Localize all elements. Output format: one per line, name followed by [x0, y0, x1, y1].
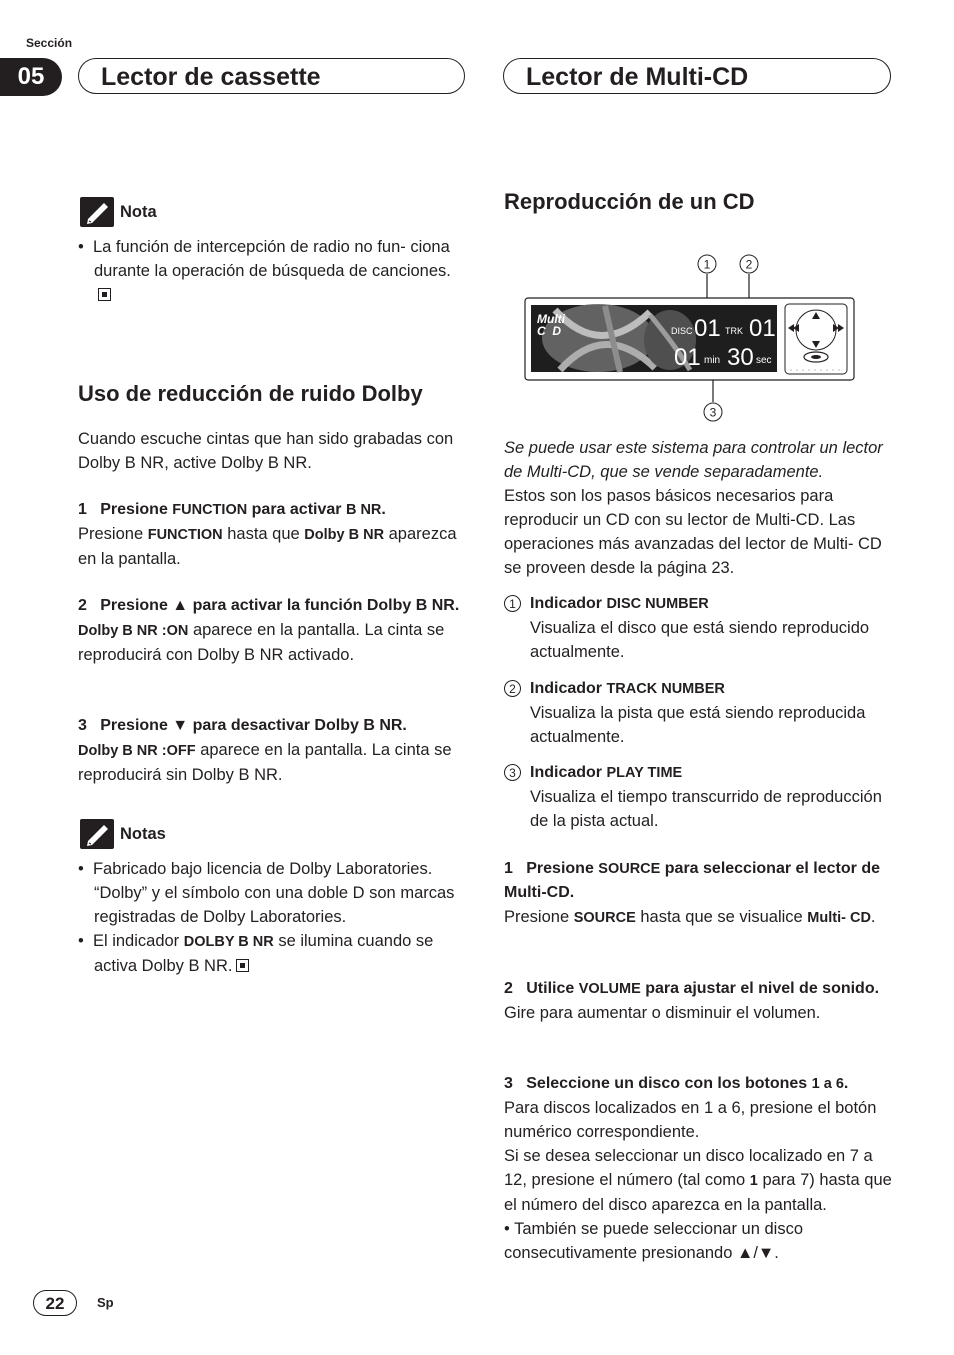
- control-pad-icon: [785, 304, 847, 374]
- callout-3: 3: [709, 405, 717, 420]
- cd-step-3: 3 Seleccione un disco con los botones 1 a 6. Para discos localizados en 1 a 6, presione el botón numérico correspondiente. Si se desea seleccionar un disco localizado en 7 a 12, presione el número (tal como 1 para 7) hasta que el número del disco aparezca en la pantalla. • También se puede seleccionar un disco consecutivamente presionando ▲/▼.: [504, 1075, 892, 1262]
- cd-intro-italic: Se puede usar este sistema para controlar un lector de Multi-CD, que se vende separadamente.: [504, 439, 883, 481]
- lcd-sec-label: sec: [756, 355, 772, 366]
- notes-label: Notas: [120, 825, 166, 843]
- lcd-trk-value: 01: [749, 315, 776, 342]
- lcd-min-value: 01: [674, 344, 701, 371]
- cd-intro: [504, 436, 894, 580]
- down-arrow-icon: ▼: [172, 717, 189, 734]
- callout-1: 1: [703, 257, 711, 272]
- indicator-track-number: 2 Indicador TRACK NUMBER Visualiza la pista que está siendo reproducida actualmente.: [504, 677, 892, 749]
- multi-cd-display-illustration: [520, 250, 860, 430]
- end-mark-icon: [98, 288, 111, 301]
- notes-bullet-2: • El indicador DOLBY B NR se ilumina cuando se activa Dolby B NR.: [78, 932, 434, 975]
- indicator-number: 2: [504, 680, 521, 697]
- dolby-step-3: 3 Presione ▼ para desactivar Dolby B NR. Dolby B NR :OFF aparece en la pantalla. La cinta se reproducirá sin Dolby B NR.: [78, 717, 452, 784]
- lcd-logo-multi: Multi: [537, 312, 565, 326]
- notes-pencil-icon: [80, 819, 114, 849]
- callout-2: 2: [745, 257, 753, 272]
- section-number: 05: [0, 58, 62, 96]
- note-pencil-icon: [80, 197, 114, 227]
- lcd-min-label: min: [704, 355, 721, 366]
- language-code: Sp: [97, 1295, 114, 1310]
- cd-heading: Reproducción de un CD: [504, 189, 755, 214]
- lcd-disc-value: 01: [694, 315, 721, 342]
- cd-step-1: 1 Presione SOURCE para seleccionar el lector de Multi-CD. Presione SOURCE hasta que se visualice Multi- CD.: [504, 860, 880, 926]
- notes-bullet-1: • Fabricado bajo licencia de Dolby Laboratories. “Dolby” y el símbolo con una doble D son marcas registradas de Dolby Laboratories.: [78, 860, 455, 926]
- notes-list: [78, 857, 468, 978]
- indicator-number: 3: [504, 764, 521, 781]
- note-label: Nota: [120, 203, 157, 221]
- lcd-background-pattern: [542, 304, 696, 372]
- note-bullet: • La función de intercepción de radio no fun- ciona durante la operación de búsqueda de canciones.: [78, 235, 464, 307]
- page-number: 22: [33, 1290, 77, 1316]
- up-arrow-icon: ▲: [172, 597, 189, 614]
- lcd-trk-label: TRK: [725, 326, 743, 336]
- lcd-logo-cd: C D: [537, 324, 561, 338]
- dolby-intro: Cuando escuche cintas que han sido grabadas con Dolby B NR, active Dolby B NR.: [78, 430, 454, 472]
- section-label: Sección: [26, 36, 73, 50]
- left-chapter-title: Lector de cassette: [78, 58, 465, 94]
- cd-step-2: 2 Utilice VOLUME para ajustar el nivel de sonido. Gire para aumentar o disminuir el volumen.: [504, 980, 880, 1022]
- indicator-number: 1: [504, 595, 521, 612]
- dolby-heading: Uso de reducción de ruido Dolby: [78, 381, 423, 406]
- indicator-play-time: 3 Indicador PLAY TIME Visualiza el tiempo transcurrido de reproducción de la pista actual.: [504, 761, 892, 833]
- cd-intro-text: Estos son los pasos básicos necesarios para reproducir un CD con su lector de Multi-CD. Las operaciones más avanzadas del lector de Multi- CD se proveen desde la página 23.: [504, 487, 882, 577]
- right-chapter-title: Lector de Multi-CD: [503, 58, 891, 94]
- dolby-step-1: 1 Presione FUNCTION para activar B NR. Presione FUNCTION hasta que Dolby B NR aparezca en la pantalla.: [78, 501, 457, 568]
- end-mark-icon: [236, 959, 249, 972]
- indicator-disc-number: 1 Indicador DISC NUMBER Visualiza el disco que está siendo reproducido actualmente.: [504, 592, 892, 664]
- lcd-disc-label: DISC: [671, 326, 693, 336]
- lcd-sec-value: 30: [727, 344, 754, 371]
- dolby-step-2: 2 Presione ▲ para activar la función Dolby B NR. Dolby B NR :ON aparece en la pantalla. La cinta se reproducirá con Dolby B NR activado.: [78, 597, 460, 664]
